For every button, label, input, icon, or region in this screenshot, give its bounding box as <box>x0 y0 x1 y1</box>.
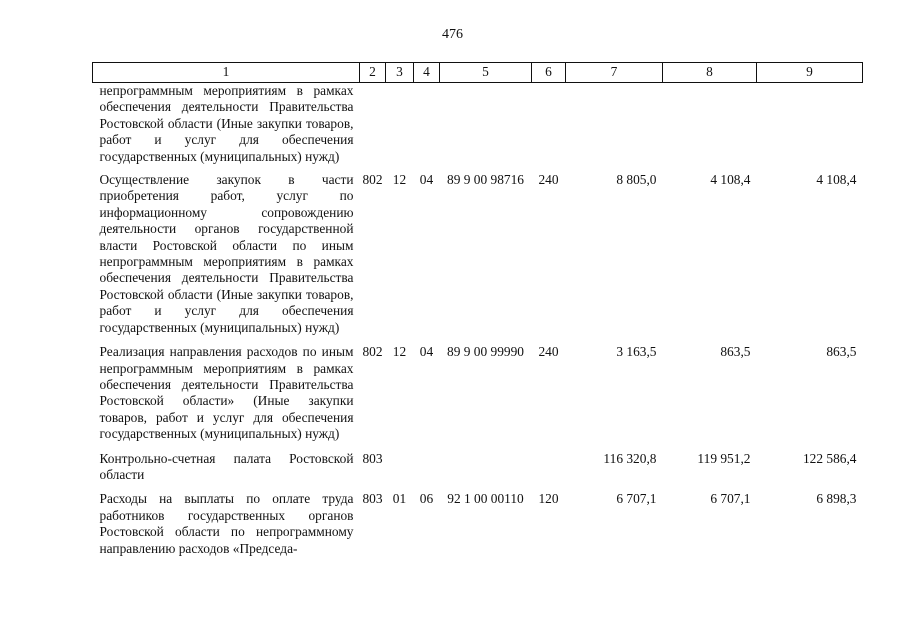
row-sum-col9: 6 898,3 <box>816 491 857 507</box>
row-pr-code: 04 <box>419 172 434 188</box>
row-gr-code: 803 <box>362 450 383 466</box>
row-vr-code: 240 <box>538 344 559 360</box>
table-header-row <box>93 63 863 83</box>
row-pr-code <box>414 83 440 173</box>
row-rz-code <box>386 83 414 173</box>
row-vr-code <box>532 83 566 173</box>
table-row <box>93 172 863 344</box>
row-rz-code <box>386 451 414 492</box>
row-sum-col8: 4 108,4 <box>710 172 751 188</box>
row-sum-col8: 863,5 <box>720 344 751 360</box>
row-sum-col7: 3 163,5 <box>616 344 657 360</box>
column-header: 7 <box>566 63 663 83</box>
row-sum-col7: 116 320,8 <box>603 450 657 466</box>
table-row <box>93 451 863 492</box>
row-description: Контрольно-счетная палата Ростовской области <box>99 450 354 482</box>
column-header: 4 <box>414 63 440 83</box>
row-pr-code: 04 <box>419 344 434 360</box>
table-row <box>93 83 863 173</box>
row-rz-code: 01 <box>392 491 407 507</box>
column-header: 2 <box>360 63 386 83</box>
row-description: Расходы на выплаты по оплате труда работников государственных органов Ростовской области по непрограммному направлению расходов «Председа- <box>99 491 354 556</box>
row-sum-col9 <box>757 83 863 173</box>
row-pr-code: 06 <box>419 491 434 507</box>
page-number: 476 <box>442 27 463 42</box>
row-sum-col9: 122 586,4 <box>802 450 857 466</box>
column-header: 5 <box>440 63 532 83</box>
row-sum-col9: 863,5 <box>826 344 857 360</box>
row-csr-code <box>440 83 532 173</box>
row-gr-code <box>360 83 386 173</box>
column-header: 3 <box>386 63 414 83</box>
column-header: 9 <box>757 63 863 83</box>
row-pr-code <box>414 451 440 492</box>
row-sum-col7 <box>566 83 663 173</box>
row-description: непрограммным мероприятиям в рамках обеспечения деятельности Правительства Ростовской области (Иные закупки товаров, работ и услуг для обеспечения государственных (муниципальных) нужд) <box>99 83 354 164</box>
row-vr-code <box>532 451 566 492</box>
row-gr-code: 802 <box>362 172 383 188</box>
row-csr-code: 89 9 00 98716 <box>447 172 524 188</box>
budget-table <box>92 62 863 565</box>
row-csr-code: 89 9 00 99990 <box>447 344 524 360</box>
row-sum-col7: 6 707,1 <box>616 491 657 507</box>
row-csr-code <box>440 451 532 492</box>
column-header: 1 <box>93 63 360 83</box>
column-header: 6 <box>532 63 566 83</box>
row-sum-col8: 6 707,1 <box>710 491 751 507</box>
row-vr-code: 120 <box>538 491 559 507</box>
row-csr-code: 92 1 00 00110 <box>447 491 524 507</box>
table-row <box>93 344 863 450</box>
row-rz-code: 12 <box>392 344 407 360</box>
row-description: Осуществление закупок в части приобретения работ, услуг по информационному сопровождению деятельности органов государственной власти Ростовской области по иным непрограммным мероприятиям в рамках обеспечения деятельности Правительства Ростовской области (Иные закупки товаров, работ и услуг для обеспечения государственных (муниципальных) нужд) <box>99 172 354 335</box>
row-gr-code: 802 <box>362 344 383 360</box>
row-description: Реализация направления расходов по иным непрограммным мероприятиям в рамках обеспечения деятельности Правительства Ростовской области» (Иные закупки товаров, работ и услуг для обеспечения государственных (муниципальных) нужд) <box>99 344 354 442</box>
row-sum-col8: 119 951,2 <box>697 450 751 466</box>
column-header: 8 <box>663 63 757 83</box>
row-sum-col7: 8 805,0 <box>616 172 657 188</box>
row-sum-col9: 4 108,4 <box>816 172 857 188</box>
table-row <box>93 491 863 565</box>
row-rz-code: 12 <box>392 172 407 188</box>
row-sum-col8 <box>663 83 757 173</box>
row-vr-code: 240 <box>538 172 559 188</box>
row-gr-code: 803 <box>362 491 383 507</box>
